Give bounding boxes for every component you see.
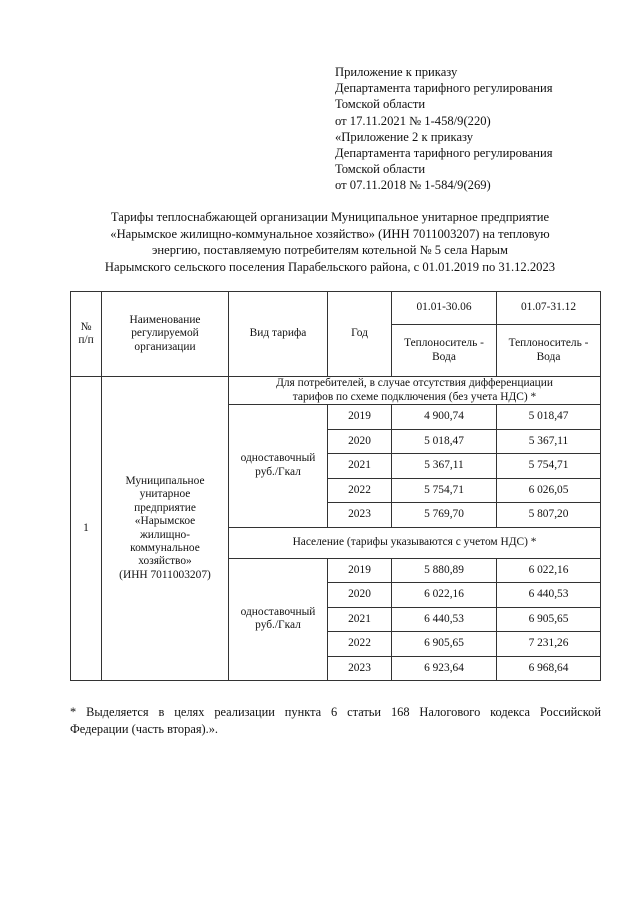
org-line: унитарное (139, 488, 191, 501)
org-line: жилищно- (139, 528, 191, 541)
org-line: Муниципальное (125, 474, 205, 487)
year-cell: 2023 (328, 503, 392, 528)
document-title (60, 209, 600, 275)
header-line: Томской области (335, 97, 426, 112)
tariff-h2-cell: 5 018,47 (497, 405, 601, 430)
title-line: Тарифы теплоснабжающей организации Муниципальное унитарное предприятие (110, 210, 550, 224)
tariff-h2-cell: 5 367,11 (497, 429, 601, 454)
org-line: коммунальное (130, 541, 200, 554)
year-cell: 2021 (328, 454, 392, 479)
tariff-h1-cell: 6 022,16 (392, 583, 497, 608)
year-cell: 2019 (328, 405, 392, 430)
header-line: Томской области (335, 162, 426, 177)
year-cell: 2022 (328, 632, 392, 657)
header-carrier-2: Теплоноситель - Вода (497, 325, 601, 377)
header-number-line: п/п (78, 334, 94, 346)
title-line: «Нарымское жилищно-коммунальное хозяйство» (ИНН 7011003207) на тепловую (110, 226, 550, 241)
table-row (71, 377, 601, 405)
year-cell: 2023 (328, 656, 392, 681)
title-line: Нарымского сельского поселения Парабельского района, с 01.01.2019 по 31.12.2023 (104, 259, 556, 274)
table-header-row (71, 292, 601, 325)
tariff-h2-cell: 5 754,71 (497, 454, 601, 479)
tariff-h2-cell: 6 905,65 (497, 607, 601, 632)
tariff-h1-cell: 5 880,89 (392, 558, 497, 583)
header-year: Год (328, 292, 392, 377)
appendix-header (335, 64, 635, 194)
tariff-table (70, 291, 601, 681)
year-cell: 2022 (328, 478, 392, 503)
tariff-h1-cell: 5 769,70 (392, 503, 497, 528)
year-cell: 2019 (328, 558, 392, 583)
tariff-type-line: одноставочный (240, 452, 316, 465)
footnote-line: * Выделяется в целях реализации пункта 6 статьи 168 Налогового кодекса Российской (70, 705, 601, 719)
org-line: (ИНН 7011003207) (119, 568, 211, 581)
title-line: энергию, поставляемую потребителям котельной № 5 села Нарым (152, 243, 508, 258)
tariff-h2-cell: 6 026,05 (497, 478, 601, 503)
tariff-h1-cell: 5 018,47 (392, 429, 497, 454)
header-line: от 17.11.2021 № 1-458/9(220) (335, 113, 491, 128)
tariff-type-line: руб./Гкал (255, 619, 301, 632)
footnote-line: Федерации (часть вторая).». (70, 721, 219, 736)
year-cell: 2020 (328, 429, 392, 454)
tariff-h1-cell: 6 923,64 (392, 656, 497, 681)
header-tariff-type: Вид тарифа (229, 292, 328, 377)
tariff-type-line: одноставочный (240, 605, 316, 618)
header-line: Департамента тарифного регулирования (335, 146, 553, 161)
organization-name (102, 377, 229, 681)
tariff-h1-cell: 6 905,65 (392, 632, 497, 657)
header-carrier-1: Теплоноситель - Вода (392, 325, 497, 377)
tariff-type-line: руб./Гкал (255, 465, 301, 478)
header-number-cell (71, 292, 102, 377)
header-organization: Наименование регулируемой организации (102, 292, 229, 377)
tariff-h2-cell: 6 022,16 (497, 558, 601, 583)
tariff-h1-cell: 5 367,11 (392, 454, 497, 479)
header-line: от 07.11.2018 № 1-584/9(269) (335, 178, 491, 193)
tariff-h2-cell: 6 440,53 (497, 583, 601, 608)
org-line: предприятие (134, 501, 196, 514)
year-cell: 2020 (328, 583, 392, 608)
section-title-line: Для потребителей, в случае отсутствия дифференциации (276, 377, 553, 390)
header-period-2: 01.07-31.12 (497, 292, 601, 325)
tariff-h2-cell: 5 807,20 (497, 503, 601, 528)
header-period-1: 01.01-30.06 (392, 292, 497, 325)
tariff-h1-cell: 6 440,53 (392, 607, 497, 632)
row-number: 1 (71, 377, 102, 681)
tariff-h1-cell: 4 900,74 (392, 405, 497, 430)
section-title (229, 377, 601, 405)
header-number-line: № (80, 320, 92, 333)
tariff-type-cell (229, 405, 328, 528)
section-title: Население (тарифы указываются с учетом НДС) * (229, 527, 601, 558)
tariff-h2-cell: 7 231,26 (497, 632, 601, 657)
header-line: «Приложение 2 к приказу (335, 129, 474, 144)
header-line: Департамента тарифного регулирования (335, 81, 553, 96)
org-line: хозяйство» (138, 555, 192, 568)
year-cell: 2021 (328, 607, 392, 632)
tariff-type-cell (229, 558, 328, 681)
footnote (70, 704, 601, 737)
header-line: Приложение к приказу (335, 65, 458, 79)
tariff-h1-cell: 5 754,71 (392, 478, 497, 503)
org-line: «Нарымское (134, 515, 196, 528)
section-title-line: тарифов по схеме подключения (без учета НДС) * (292, 390, 537, 403)
tariff-h2-cell: 6 968,64 (497, 656, 601, 681)
